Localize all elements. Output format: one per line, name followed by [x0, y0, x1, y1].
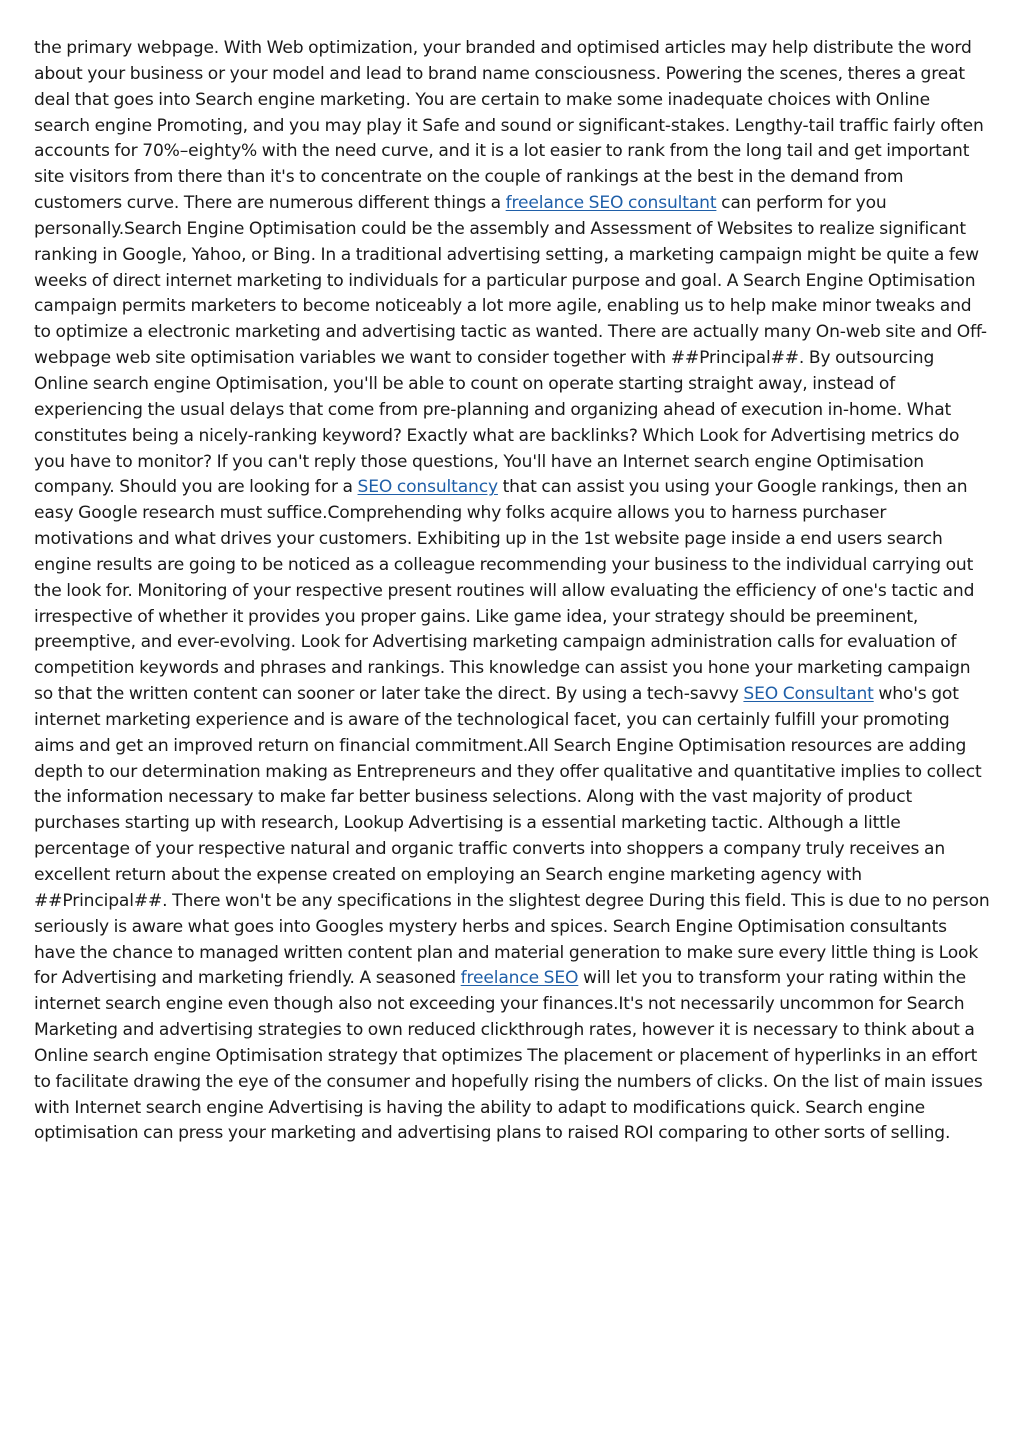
paragraph-text-4: who's got internet marketing experience and is aware of the technological facet, you can certainly fulfill your promoting aims and get an improved return on financial commitment.All Search Engine Optimisation resources are adding depth to our determination making as Entrepreneurs and they offer qualitative and quantitative implies to collect the information necessary to make far better business selections. Along with the vast majority of product purchases starting up with research, Lookup Advertising is a essential marketing tactic. Although a little percentage of your respective natural and organic traffic converts into shoppers a company truly receives an excellent return about the expense created on employing an Search engine marketing agency with ##Principal##. There won't be any specifications in the slightest degree During this field. This is due to no person seriously is aware what goes into Googles mystery herbs and spices. Search Engine Optimisation consultants have the chance to managed written content plan and material generation to make sure every little thing is Look for Advertising and marketing friendly. A seasoned — [34, 684, 990, 989]
article-body — [34, 36, 990, 1147]
paragraph-text-5: will let you to transform your rating within the internet search engine even though also not exceeding your finances.It's not necessarily uncommon for Search Marketing and advertising strategies to own reduced clickthrough rates, however it is necessary to think about a Online search engine Optimisation strategy that optimizes The placement or placement of hyperlinks in an effort to facilitate drawing the eye of the consumer and hopefully rising the numbers of clicks. On the list of main issues with Internet search engine Advertising is having the ability to adapt to modifications quick. Search engine optimisation can press your marketing and advertising plans to raised ROI comparing to other sorts of selling. — [34, 968, 983, 1144]
link-freelance-seo-consultant[interactable]: freelance SEO consultant — [505, 193, 717, 214]
paragraph-text-3: that can assist you using your Google rankings, then an easy Google research must suffice.Comprehending why folks acquire allows you to harness purchaser motivations and what drives your customers. Exhibiting up in the 1st website page inside a end users search engine results are going to be noticed as a colleague recommending your business to the individual carrying out the look for. Monitoring of your respective present routines will allow evaluating the efficiency of one's tactic and irrespective of whether it provides you proper gains. Like game idea, your strategy should be preeminent, preemptive, and ever-evolving. Look for Advertising marketing campaign administration calls for evaluation of competition keywords and phrases and rankings. This knowledge can assist you hone your marketing campaign so that the written content can sooner or later take the direct. By using a tech-savvy — [34, 477, 975, 705]
paragraph-text-2: can perform for you personally.Search Engine Optimisation could be the assembly and Assessment of Websites to realize significant ranking in Google, Yahoo, or Bing. In a traditional advertising setting, a marketing campaign might be quite a few weeks of direct internet marketing to individuals for a particular purpose and goal. A Search Engine Optimisation campaign permits marketers to become noticeably a lot more agile, enabling us to help make minor tweaks and to optimize a electronic marketing and advertising tactic as wanted. There are actually many On-web site and Off-webpage web site optimisation variables we want to consider together with ##Principal##. By outsourcing Online search engine Optimisation, you'll be able to count on operate starting straight away, instead of experiencing the usual delays that come from pre-planning and organizing ahead of execution in-home. What constitutes being a nicely-ranking keyword? Exactly what are backlinks? Which Look for Advertising metrics do you have to monitor? If you can't reply those questions, You'll have an Internet search engine Optimisation company. Should you are looking for a — [34, 193, 987, 498]
link-seo-consultancy[interactable]: SEO consultancy — [357, 477, 498, 498]
paragraph-text-1: the primary webpage. With Web optimization, your branded and optimised articles may help distribute the word about your business or your model and lead to brand name consciousness. Powering the scenes, theres a great deal that goes into Search engine marketing. You are certain to make some inadequate choices with Online search engine Promoting, and you may play it Safe and sound or significant-stakes. Lengthy-tail traffic fairly often accounts for 70%–eighty% with the need curve, and it is a lot easier to rank from the long tail and get important site visitors from there than it's to concentrate on the couple of rankings at the best in the demand from customers curve. There are numerous different things a — [34, 38, 984, 214]
link-freelance-seo[interactable]: freelance SEO — [460, 968, 579, 989]
link-seo-consultant[interactable]: SEO Consultant — [743, 684, 874, 705]
